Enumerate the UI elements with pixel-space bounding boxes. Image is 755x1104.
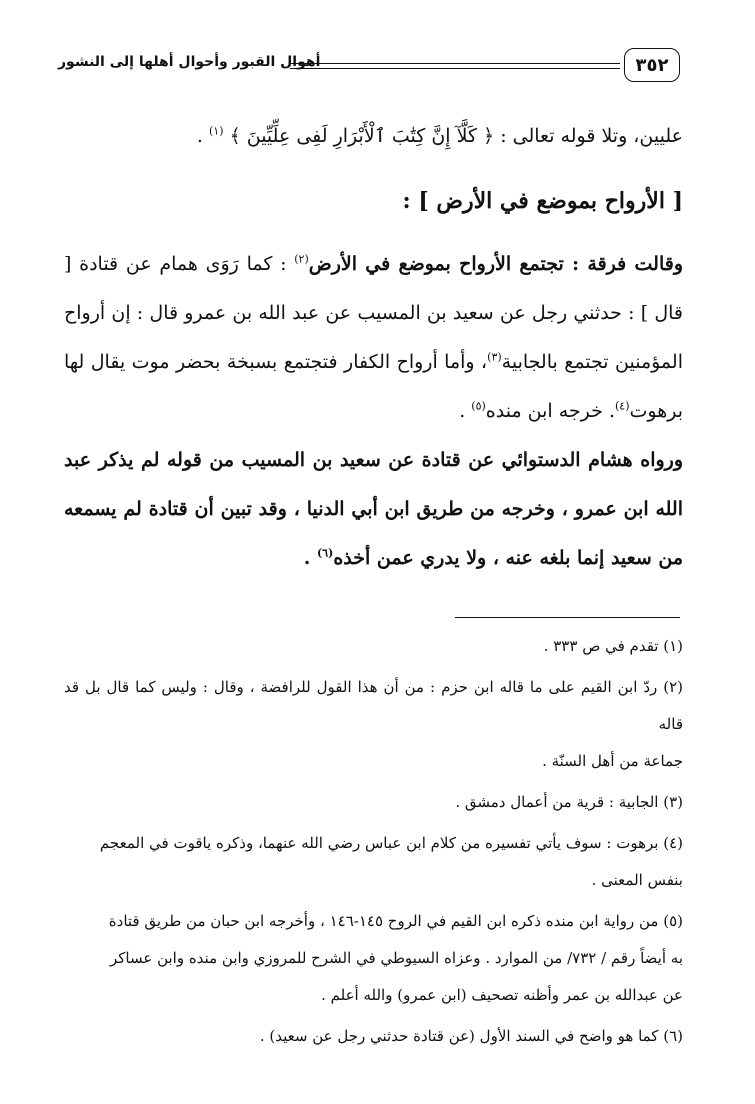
footnotes: [64, 628, 683, 1059]
para1-end: .: [459, 400, 472, 422]
line1-end: .: [196, 125, 209, 147]
quran-verse: ﴿ كَلَّآ إِنَّ كِتَٰبَ ٱلْأَبْرَارِ لَفِى عِلِّيِّينَ ﴾: [229, 125, 495, 147]
footnote-4: [64, 825, 683, 899]
footnote-6: [64, 1018, 683, 1055]
para1-lead: وقالت فرقة :: [563, 253, 683, 275]
footnote-ref-6[interactable]: (٦): [316, 546, 334, 560]
footnote-line: بنفس المعنى .: [591, 871, 683, 889]
footnote-line: (٣) الجابية : قرية من أعمال دمشق .: [455, 793, 683, 811]
footnote-line: (١) تقدم في ص ٣٣٣ .: [543, 637, 683, 655]
footnote-line: عن عبدالله بن عمر وأظنه تصحيف (ابن عمرو) والله أعلم .: [321, 986, 683, 1004]
footnote-line: (٥) من رواية ابن منده ذكره ابن القيم في الروح ١٤٥-١٤٦ ، وأخرجه ابن حبان من طريق قتادة: [108, 912, 683, 930]
paragraph-2: [64, 436, 683, 583]
footnote-5: [64, 903, 683, 1014]
footnote-separator: [455, 617, 680, 618]
footnote-line: به أيضاً رقم / ٧٣٢/ من الموارد . وعزاه السيوطي في الشرح للمروزي وابن منده وابن عساكر: [109, 949, 683, 967]
footnote-3: [64, 784, 683, 821]
page-number: ٣٥٢: [624, 48, 680, 82]
footnote-ref-2[interactable]: (٢): [294, 252, 309, 266]
book-title: أهوال القبور وأحوال أهلها إلى النشور: [58, 54, 321, 70]
footnote-line: (٤) برهوت : سوف يأتي تفسيره من كلام ابن عباس رضي الله عنهما، وذكره ياقوت في المعجم: [99, 834, 683, 852]
line1-text: عليين، وتلا قوله تعالى :: [494, 125, 683, 147]
footnote-ref-1[interactable]: (١): [209, 124, 224, 138]
footnote-line: (٦) كما هو واضح في السند الأول (عن قتادة حدثني رجل عن سعيد) .: [259, 1027, 683, 1045]
section-heading: [ الأرواح بموضع في الأرض ] :: [402, 188, 683, 214]
footnote-line: جماعة من أهل السنّة .: [542, 752, 683, 770]
header-rule: [290, 63, 620, 69]
footnote-ref-4[interactable]: (٤): [614, 399, 630, 413]
para2-text: ورواه هشام الدستوائي عن قتادة عن سعيد بن المسيب من قوله لم يذكر عبد الله ابن عمرو ، وخرجه من طريق ابن أبي الدنيا ، وقد تبين أن قتادة لم يسمعه من سعيد إنما بلغه عنه ، ولا يدري عمن أخذه: [64, 449, 683, 569]
paragraph-1: [64, 240, 683, 436]
para1-source: . خرجه ابن منده: [485, 400, 615, 422]
footnote-1: [64, 628, 683, 665]
running-header: [58, 48, 680, 86]
footnote-ref-5[interactable]: (٥): [471, 399, 486, 413]
para1-narration-cont: ، وأما أرواح الكفار فتجتمع بسبخة بحضر موت يقال لها برهوت: [64, 351, 683, 422]
footnote-line: (٢) ردّ ابن القيم على ما قاله ابن حزم : من أن هذا القول للرافضة ، وقال : وليس كما قال بل قد قاله: [64, 678, 683, 733]
footnote-ref-3[interactable]: (٣): [487, 350, 502, 364]
para1-claim: تجتمع الأرواح بموضع في الأرض: [308, 253, 564, 275]
para2-end: .: [303, 547, 317, 569]
body-line-1: [64, 112, 683, 161]
para1-narration: : كما رَوَى همام عن قتادة [ قال ] : حدثني رجل عن سعيد بن المسيب عن عبد الله بن عمرو قال : إن أرواح المؤمنين تجتمع بالجابية: [64, 253, 683, 373]
footnote-2: [64, 669, 683, 780]
